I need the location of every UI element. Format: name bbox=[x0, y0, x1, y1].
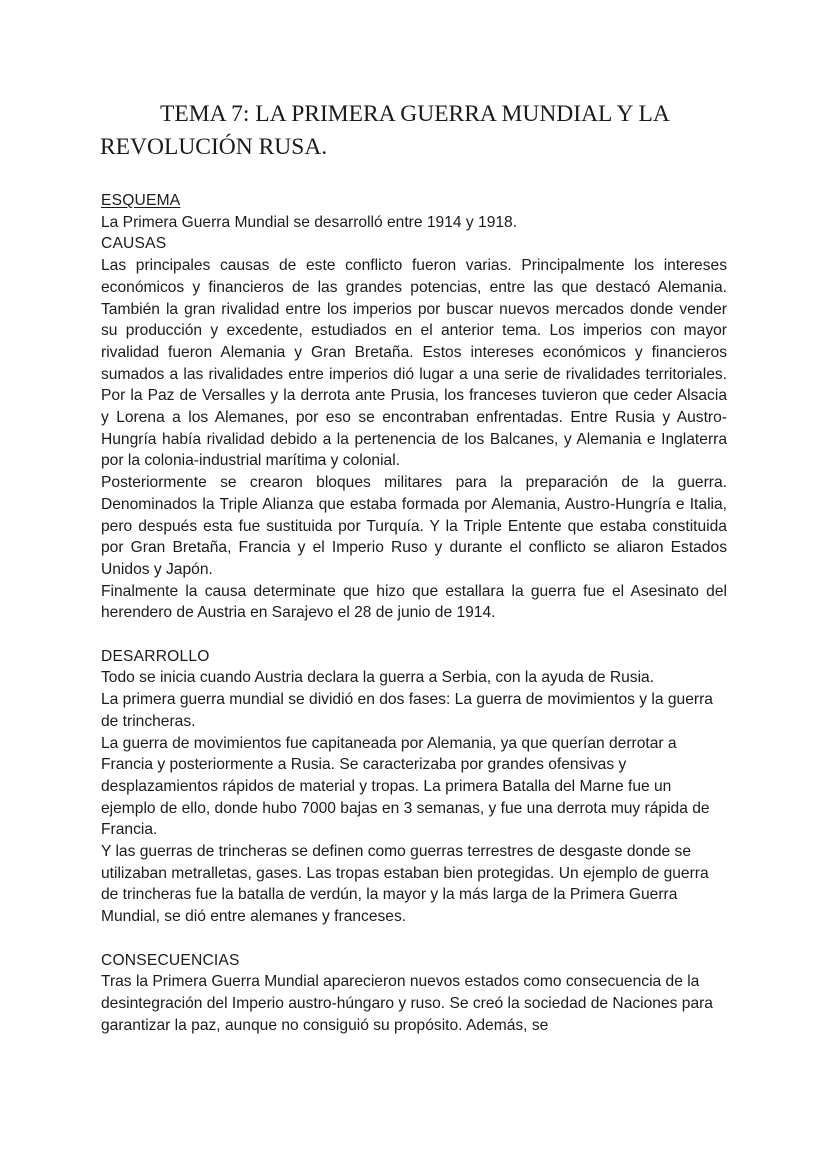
spacer bbox=[101, 928, 727, 950]
causas-paragraph-2: Posteriormente se crearon bloques militares para la preparación de la guerra. Denominados la Triple Alianza que estaba formada por Alemania, Austro-Hungría e Italia, pero después esta fue sustituida por Turquía. Y la Triple Entente que estaba constituida por Gran Bretaña, Francia y el Imperio Ruso y durante el conflicto se aliaron Estados Unidos y Japón. bbox=[101, 474, 727, 578]
document-title: TEMA 7: LA PRIMERA GUERRA MUNDIAL Y LA REVOLUCIÓN RUSA. bbox=[100, 101, 669, 160]
section-heading-esquema: ESQUEMA bbox=[101, 192, 181, 209]
causas-paragraph-1: Las principales causas de este conflicto fueron varias. Principalmente los intereses económicos y financieros de las grandes potencias, entre las que destacó Alemania. También la gran rivalidad entre los imperios por buscar nuevos mercados donde vender su producción y excedente, estudiados en el anterior tema. Los imperios con mayor rivalidad fueron Alemania y Gran Bretaña. Estos intereses económicos y financieros sumados a las rivalidades entre imperios dió lugar a una serie de rivalidades territoriales. Por la Paz de Versalles y la derrota ante Prusia, los franceses tuvieron que ceder Alsacia y Lorena a los Alemanes, por eso se encontraban enfrentadas. Entre Rusia y Austro-Hungría había rivalidad debido a la pertenencia de los Balcanes, y Alemania e Inglaterra por la colonia-industrial marítima y colonial. bbox=[101, 257, 727, 470]
causas-paragraph-3: Finalmente la causa determinate que hizo que estallara la guerra fue el Asesinato del herendero de Austria en Sarajevo el 28 de junio de 1914. bbox=[101, 582, 727, 622]
document-body bbox=[101, 190, 727, 1036]
section-heading-consecuencias: CONSECUENCIAS bbox=[101, 951, 240, 969]
consecuencias-paragraph-1: Tras la Primera Guerra Mundial aparecieron nuevos estados como consecuencia de la desintegración del Imperio austro-húngaro y ruso. Se creó la sociedad de Naciones para garantizar la paz, aunque no consiguió su propósito. Además, se bbox=[101, 973, 713, 1034]
desarrollo-paragraph-4: Y las guerras de trincheras se definen como guerras terrestres de desgaste donde se utilizaban metralletas, gases. Las tropas estaban bien protegidas. Un ejemplo de guerra de trincheras fue la batalla de verdún, la mayor y la más larga de la Primera Guerra Mundial, se dió entre alemanes y franceses. bbox=[101, 843, 709, 926]
section-heading-causas: CAUSAS bbox=[101, 235, 167, 253]
spacer bbox=[101, 624, 727, 646]
intro-paragraph: La Primera Guerra Mundial se desarrolló entre 1914 y 1918. bbox=[101, 213, 518, 231]
desarrollo-paragraph-1: Todo se inicia cuando Austria declara la guerra a Serbia, con la ayuda de Rusia. bbox=[101, 669, 655, 687]
section-heading-desarrollo: DESARROLLO bbox=[101, 647, 210, 665]
desarrollo-paragraph-3: La guerra de movimientos fue capitaneada por Alemania, ya que querían derrotar a Francia y posteriormente a Rusia. Se caracterizaba por grandes ofensivas y desplazamientos rápidos de material y tropas. La primera Batalla del Marne fue un ejemplo de ello, donde hubo 7000 bajas en 3 semanas, y fue una derrota muy rápida de Francia. bbox=[101, 734, 710, 839]
desarrollo-paragraph-2: La primera guerra mundial se dividió en dos fases: La guerra de movimientos y la guerra de trincheras. bbox=[101, 691, 713, 730]
